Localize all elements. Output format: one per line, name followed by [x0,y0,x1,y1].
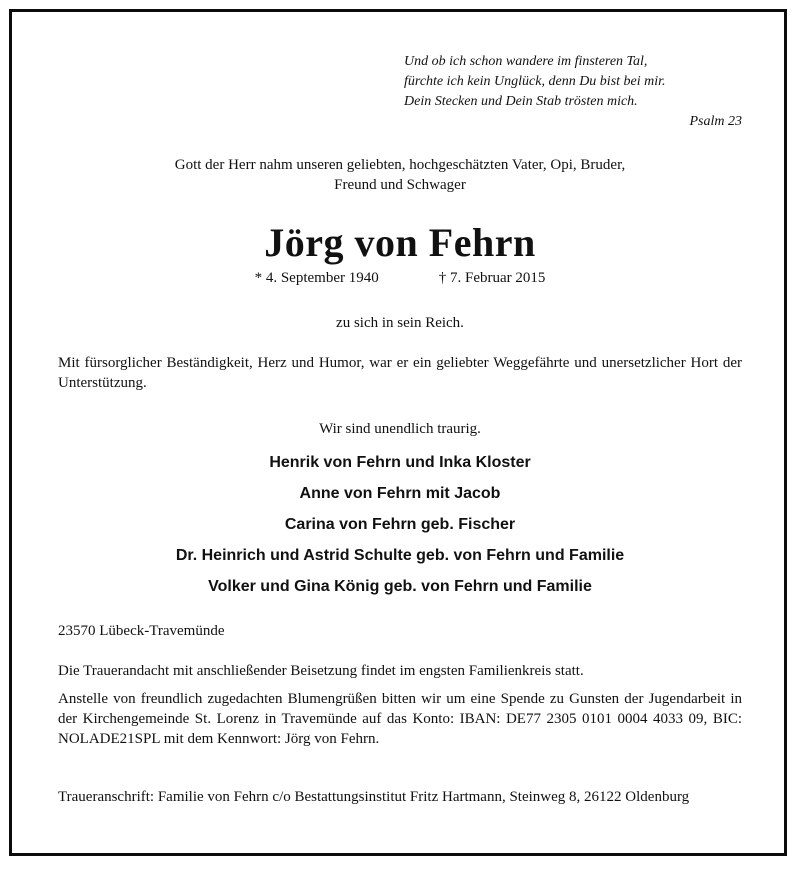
psalm-reference: Psalm 23 [689,114,742,129]
residence-address: 23570 Lübeck-Travemünde [58,623,225,639]
sad-line: Wir sind unendlich traurig. [319,421,481,437]
mourner-line: Henrik von Fehrn und Inka Kloster [269,454,531,471]
psalm-line: Dein Stecken und Dein Stab trösten mich. [404,94,638,109]
tribute-paragraph: Mit fürsorglicher Beständigkeit, Herz und Humor, war er ein geliebter Weggefährte und unersetzlicher Hort der Unterstützung. [58,355,742,391]
intro-line: Gott der Herr nahm unseren geliebten, hochgeschätzten Vater, Opi, Bruder, [174,157,626,173]
mourner-line: Carina von Fehrn geb. Fischer [284,516,516,533]
donation-info: Anstelle von freundlich zugedachten Blumengrüßen bitten wir um eine Spende zu Gunsten der Jugendarbeit in der Kirchengemeinde St. Lorenz in Travemünde auf das Konto: IBAN: DE77 2305 0101 0004 4033 09, BIC: NOLADE21SPL mit dem Kennwort: Jörg von Fehrn. [58,691,742,747]
birth-date: * 4. September 1940 [254,270,379,286]
intro-line: Freund und Schwager [334,177,466,193]
psalm-line: Und ob ich schon wandere im finsteren Tal, [404,54,648,69]
mourners-list [58,452,742,607]
mourner-line: Dr. Heinrich und Astrid Schulte geb. von Fehrn und Familie [175,547,625,564]
ceremony-info: Die Trauerandacht mit anschließender Beisetzung findet im engsten Familienkreis statt. [58,663,584,679]
death-date: † 7. Februar 2015 [438,270,546,286]
reich-text: zu sich in sein Reich. [336,315,464,331]
life-dates [58,268,742,288]
mourner-line: Anne von Fehrn mit Jacob [299,485,501,502]
deceased-name: Jörg von Fehrn [264,220,536,265]
psalm-line: fürchte ich kein Unglück, denn Du bist bei mir. [404,74,666,89]
intro-text [58,155,742,195]
funeral-address: Traueranschrift: Familie von Fehrn c/o Bestattungsinstitut Fritz Hartmann, Steinweg 8, 26122 Oldenburg [58,789,690,805]
mourner-line: Volker und Gina König geb. von Fehrn und Familie [208,578,592,595]
psalm-quote [404,52,744,132]
